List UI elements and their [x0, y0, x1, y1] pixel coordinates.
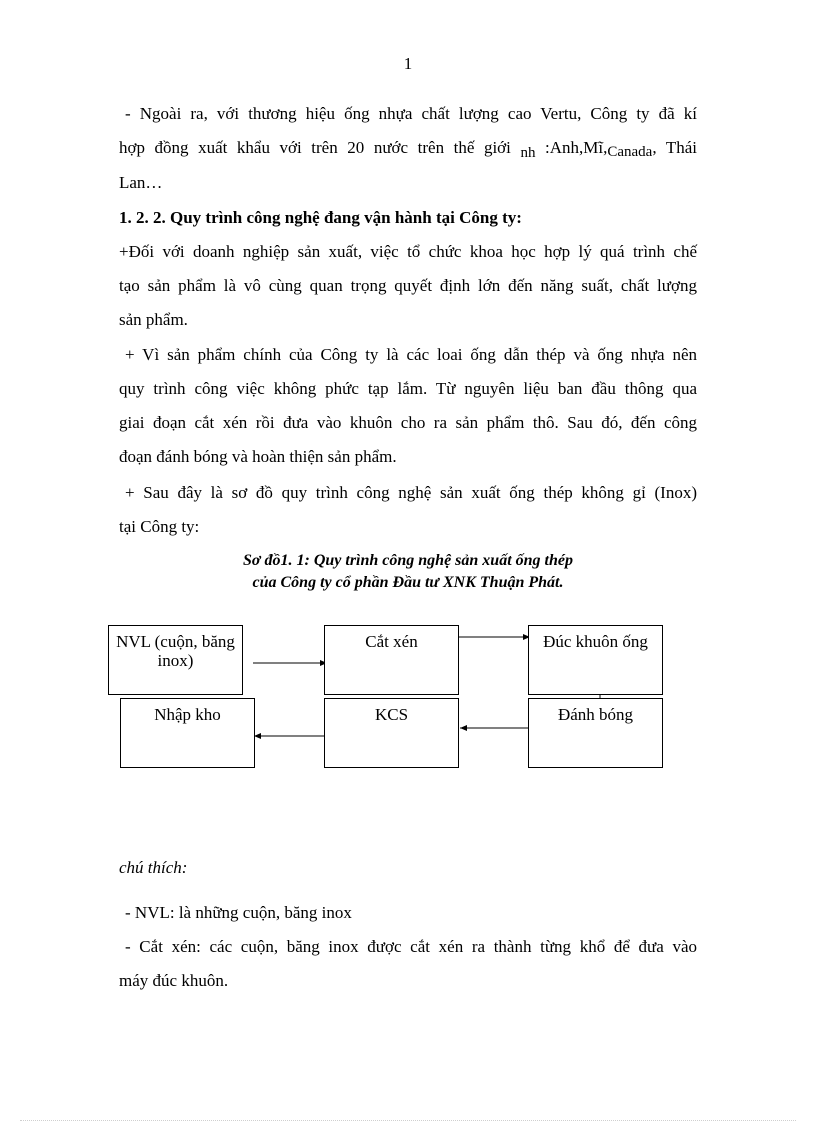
text-line: +Đối với doanh nghiệp sản xuất, việc tổ chức khoa học hợp lý quá trình chế [119, 242, 697, 261]
box-danh-bong: Đánh bóng [528, 698, 663, 768]
text-line: Lan… [119, 173, 163, 192]
note-item: - NVL: là những cuộn, băng inox [125, 903, 352, 922]
notes-title: chú thích: [119, 858, 188, 877]
paragraph-1 [119, 235, 697, 337]
diagram-caption [0, 550, 816, 594]
text-line: quy trình công việc không phức tạp lắm. Từ nguyên liệu ban đầu thông qua [119, 379, 697, 398]
text-line [119, 131, 697, 166]
box-kcs: KCS [324, 698, 459, 768]
paragraph-2 [119, 338, 697, 474]
text-fragment: , Thái [652, 138, 697, 157]
box-cat-xen: Cắt xén [324, 625, 459, 695]
page-bottom-divider [20, 1120, 796, 1121]
box-nhap-kho: Nhập kho [120, 698, 255, 768]
text-fragment: :Anh,Mĩ, [545, 138, 608, 157]
text-line: tại Công ty: [119, 517, 200, 536]
note-item: - Cắt xén: các cuộn, băng inox được cắt xén ra thành từng khổ để đưa vào [125, 937, 697, 956]
notes-list [119, 896, 697, 998]
box-nvl: NVL (cuộn, băng inox) [108, 625, 243, 695]
text-line: giai đoạn cắt xén rồi đưa vào khuôn cho ra sản phẩm thô. Sau đó, đến công [119, 413, 697, 432]
box-duc-khuon-ong: Đúc khuôn ống [528, 625, 663, 695]
text-fragment: nh [520, 145, 536, 161]
text-line: sản phẩm. [119, 310, 188, 329]
text-line: + Sau đây là sơ đồ quy trình công nghệ sản xuất ống thép không gỉ (Inox) [125, 483, 697, 502]
caption-line: Sơ đồ1. 1: Quy trình công nghệ sản xuất ống thép [243, 552, 573, 569]
text-fragment: Canada [607, 144, 653, 160]
page-number: 1 [403, 54, 413, 73]
section-heading: 1. 2. 2. Quy trình công nghệ đang vận hành tại Công ty: [119, 208, 522, 227]
paragraph-3 [119, 476, 697, 544]
text-fragment: hợp đồng xuất khẩu với trên 20 nước trên thế giới [119, 138, 511, 157]
text-line: - Ngoài ra, với thương hiệu ống nhựa chất lượng cao Vertu, Công ty đã kí [125, 104, 697, 123]
text-line: + Vì sản phẩm chính của Công ty là các loai ống dẫn thép và ống nhựa nên [125, 345, 697, 364]
caption-line: của Công ty cổ phần Đầu tư XNK Thuận Phát. [252, 574, 564, 591]
text-line: tạo sản phẩm là vô cùng quan trọng quyết định lớn đến năng suất, chất lượng [119, 276, 697, 295]
note-item: máy đúc khuôn. [119, 971, 229, 990]
text-line: đoạn đánh bóng và hoàn thiện sản phẩm. [119, 447, 397, 466]
intro-paragraph [119, 97, 697, 200]
